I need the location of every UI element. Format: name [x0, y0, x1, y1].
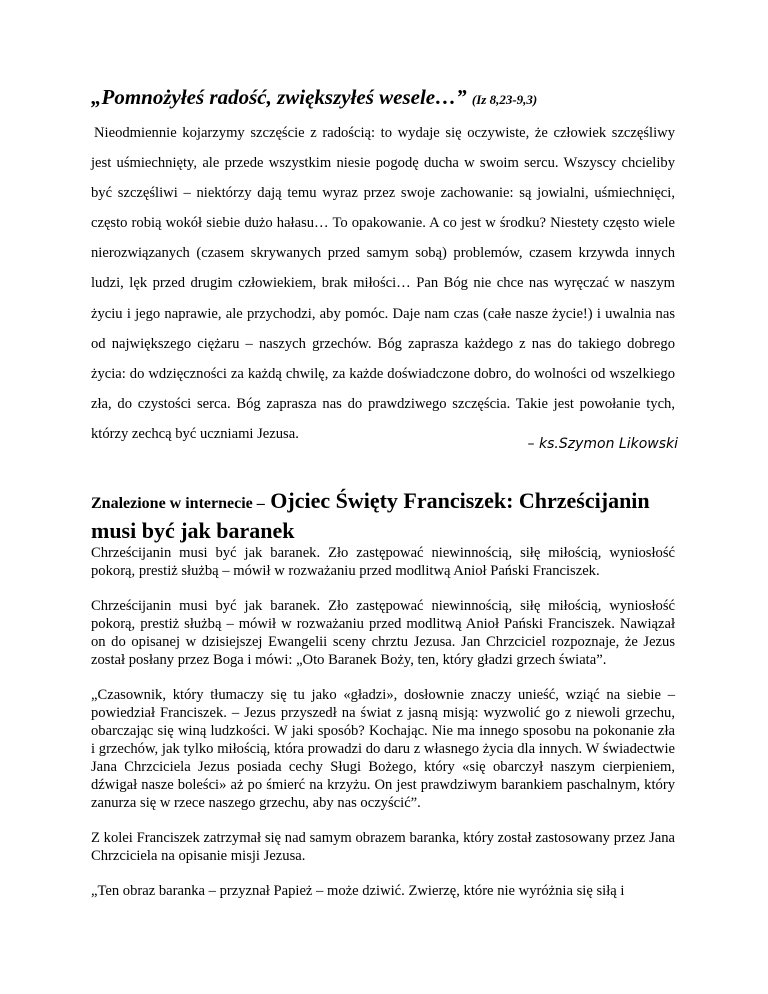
- article-headline: Ojciec Święty Franciszek: Chrześcijanin musi być jak baranek: [91, 488, 650, 543]
- article-paragraph-2: Chrześcijanin musi być jak baranek. Zło zastępować niewinnością, siłę miłością, wyniosłość pokorą, prestiż służbą – mówił w rozważaniu przed modlitwą Anioł Pański Franciszek. Nawiązał on do opisanej w dzisiejszej Ewangelii sceny chrztu Jezusa. Jan Chrzciciel rozpoznaje, że Jezus został posłany przez Boga i mówi: „Oto Baranek Boży, ten, który gładzi grzech świata”.: [91, 598, 675, 668]
- author-signature: – ks.Szymon Likowski: [527, 436, 678, 452]
- article-paragraph-4: Z kolei Franciszek zatrzymał się nad samym obrazem baranka, który został zastosowany przez Jana Chrzciciela na opisanie misji Jezusa.: [91, 830, 675, 864]
- scripture-reference: (Iz 8,23-9,3): [471, 92, 538, 107]
- article-lead: Znalezione w internecie –: [91, 495, 265, 512]
- page-title: [91, 84, 691, 113]
- article-paragraph-1: Chrześcijanin musi być jak baranek. Zło zastępować niewinnością, siłę miłością, wyniosłość pokorą, prestiż służbą – mówił w rozważaniu przed modlitwą Anioł Pański Franciszek.: [91, 545, 675, 579]
- article-paragraph-3: „Czasownik, który tłumaczy się tu jako «gładzi», dosłownie znaczy unieść, wziąć na siebie – powiedział Franciszek. – Jezus przyszedł na świat z jasną misją: wyzwolić go z niewoli grzechu, obarczając się winą ludzkości. W jaki sposób? Kochając. Nie ma innego sposobu na pokonanie zła i grzechów, jak tylko miłością, która prowadzi do daru z własnego życia dla innych. W świadectwie Jana Chrzciciela Jezus posiada cechy Sługi Bożego, który «się obarczył naszym cierpieniem, dźwigał nasze boleści» aż po śmierć na krzyżu. On jest prawdziwym barankiem paschalnym, który zanurza się w rzece naszego grzechu, aby nas oczyścić”.: [91, 687, 675, 811]
- article-body: [91, 544, 675, 917]
- article-heading: [91, 487, 681, 544]
- reflection-paragraph: Nieodmiennie kojarzymy szczęście z radością: to wydaje się oczywiste, że człowiek szczęśliwy jest uśmiechnięty, ale przede wszystkim niesie pogodę ducha w swoim sercu. Wszyscy chcieliby być szczęśliwi – niektórzy dają temu wyraz przez swoje zachowanie: są jowialni, uśmiechnięci, często robią wokół siebie dużo hałasu… To opakowanie. A co jest w środku? Niestety często wiele nierozwiązanych (czasem skrywanych przed samym sobą) problemów, czasem krzywda innych ludzi, lęk przed drugim człowiekiem, brak miłości… Pan Bóg nie chce nas wyręczać w naszym życiu i jego naprawie, ale przychodzi, aby pomóc. Daje nam czas (całe nasze życie!) i uwalnia nas od największego ciężaru – naszych grzechów. Bóg zaprasza każdego z nas do takiego dobrego życia: do wdzięczności za każdą chwilę, za każde doświadczone dobro, do wolności od wszelkiego zła, do czystości serca. Bóg zaprasza nas do prawdziwego szczęścia. Takie jest powołanie tych, którzy zechcą być uczniami Jezusa.: [91, 125, 675, 442]
- article-paragraph-5: „Ten obraz baranka – przyznał Papież – może dziwić. Zwierzę, które nie wyróżnia się siłą i: [91, 883, 625, 899]
- title-text: „Pomnożyłeś radość, zwiększyłeś wesele…”: [91, 85, 467, 109]
